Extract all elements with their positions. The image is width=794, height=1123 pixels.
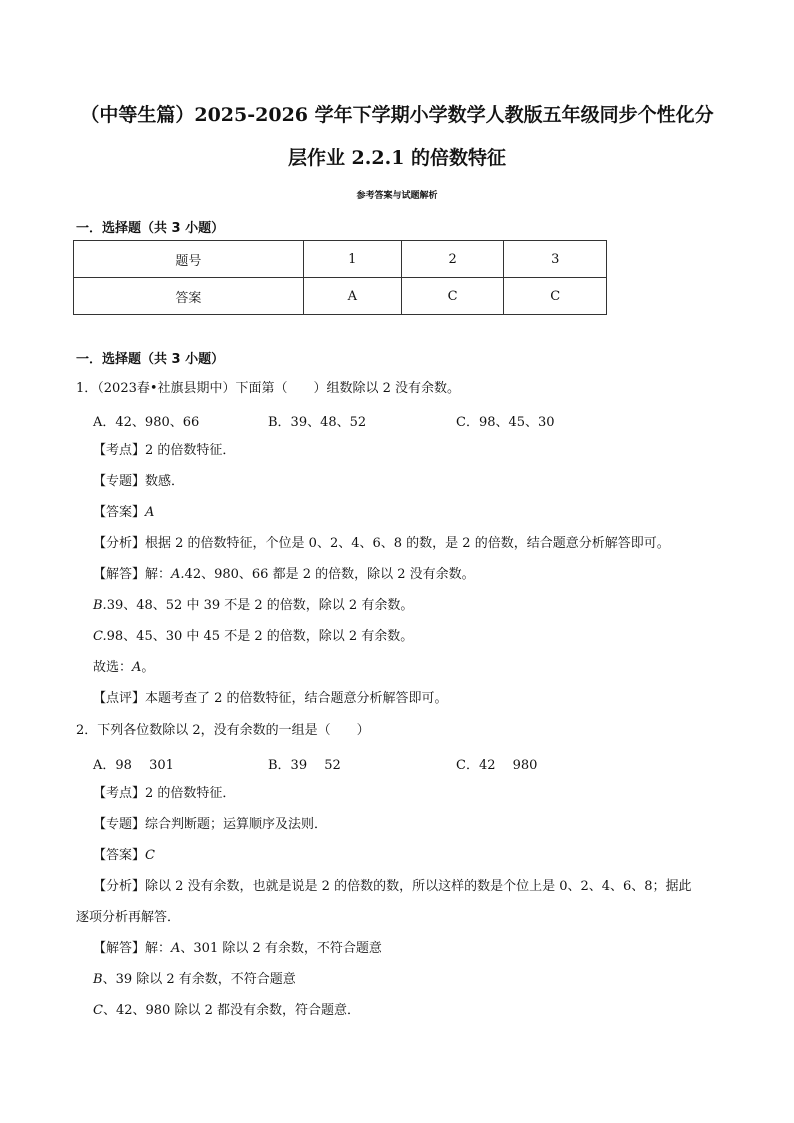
answer-value: A — [145, 505, 155, 520]
solution-letter: A — [171, 941, 181, 956]
choice-end: 。 — [141, 660, 155, 675]
solution-letter: A. — [171, 567, 185, 582]
table-cell: 3 — [504, 241, 607, 278]
solution-text: 39、48、52 中 39 不是 2 的倍数，除以 2 有余数。 — [106, 598, 414, 613]
q2-answer — [93, 847, 155, 865]
doc-title-line2: 层作业 2.2.1 的倍数特征 — [287, 147, 507, 169]
q1-zhuanti: 【专题】数感． — [93, 474, 185, 489]
solution-label: 【解答】解： — [93, 567, 172, 582]
q2-jieda — [93, 940, 382, 958]
table-row — [74, 241, 607, 278]
solution-text: 42、980、66 都是 2 的倍数，除以 2 没有余数。 — [184, 567, 475, 582]
solution-label: 【解答】解： — [93, 941, 172, 956]
q1-jieda — [93, 566, 475, 584]
solution-letter: B. — [93, 598, 107, 613]
answer-label: 【答案】 — [93, 505, 146, 520]
q2-fenxi-line2: 逐项分析再解答． — [76, 910, 181, 925]
q1-line-c — [93, 628, 413, 646]
table-row — [74, 278, 607, 315]
q2-line-c — [93, 1002, 360, 1020]
q2-zhuanti: 【专题】综合判断题；运算顺序及法则． — [93, 817, 328, 832]
answer-table — [73, 240, 607, 315]
q1-option-b: B．39、48、52 — [268, 415, 367, 430]
q1-option-a: A．42、980、66 — [93, 415, 200, 430]
q2-option-c: C．42 980 — [456, 758, 538, 773]
answer-value: C — [145, 848, 155, 863]
q2-fenxi-line1: 【分析】除以 2 没有余数，也就是说是 2 的倍数的数，所以这样的数是个位上是 0、2、4、6、8；据此 — [93, 879, 692, 894]
section-heading-answers: 一．选择题（共 3 小题） — [76, 221, 225, 236]
q2-line-b — [93, 971, 296, 989]
table-cell: 答案 — [74, 278, 304, 315]
section-heading-questions: 一．选择题（共 3 小题） — [76, 352, 225, 367]
choice-label: 故选： — [93, 660, 133, 675]
doc-title-line1: （中等生篇）2025-2026 学年下学期小学数学人教版五年级同步个性化分 — [80, 104, 714, 126]
table-cell: 2 — [401, 241, 504, 278]
table-cell: C — [504, 278, 607, 315]
q1-line-b — [93, 597, 413, 615]
q1-kaodian: 【考点】2 的倍数特征． — [93, 443, 236, 458]
table-cell: 题号 — [74, 241, 304, 278]
solution-text: 、39 除以 2 有余数，不符合题意 — [102, 972, 296, 987]
q2-kaodian: 【考点】2 的倍数特征． — [93, 786, 236, 801]
doc-subtitle: 参考答案与试题解析 — [356, 191, 438, 201]
q1-answer — [93, 504, 154, 522]
solution-letter: C. — [93, 629, 107, 644]
q1-fenxi: 【分析】根据 2 的倍数特征，个位是 0、2、4、6、8 的数，是 2 的倍数，结合题意分析解答即可。 — [93, 536, 670, 551]
answer-label: 【答案】 — [93, 848, 146, 863]
table-cell: 1 — [303, 241, 401, 278]
solution-letter: C — [93, 1003, 103, 1018]
solution-text: 、42、980 除以 2 都没有余数，符合题意． — [102, 1003, 360, 1018]
q1-dianping: 【点评】本题考查了 2 的倍数特征，结合题意分析解答即可。 — [93, 691, 448, 706]
choice-value: A — [132, 660, 142, 675]
q1-guxuan — [93, 659, 154, 677]
table-cell: A — [303, 278, 401, 315]
solution-letter: B — [93, 972, 103, 987]
q2-option-b: B．39 52 — [268, 758, 341, 773]
q1-option-c: C．98、45、30 — [456, 415, 555, 430]
table-cell: C — [401, 278, 504, 315]
solution-text: 98、45、30 中 45 不是 2 的倍数，除以 2 有余数。 — [106, 629, 414, 644]
q2-option-a: A．98 301 — [93, 758, 174, 773]
q1-stem: 1．（2023春•社旗县期中）下面第（ ）组数除以 2 没有余数。 — [76, 381, 461, 396]
q2-stem: 2．下列各位数除以 2，没有余数的一组是（ ） — [76, 723, 370, 738]
solution-text: 、301 除以 2 有余数，不符合题意 — [180, 941, 382, 956]
